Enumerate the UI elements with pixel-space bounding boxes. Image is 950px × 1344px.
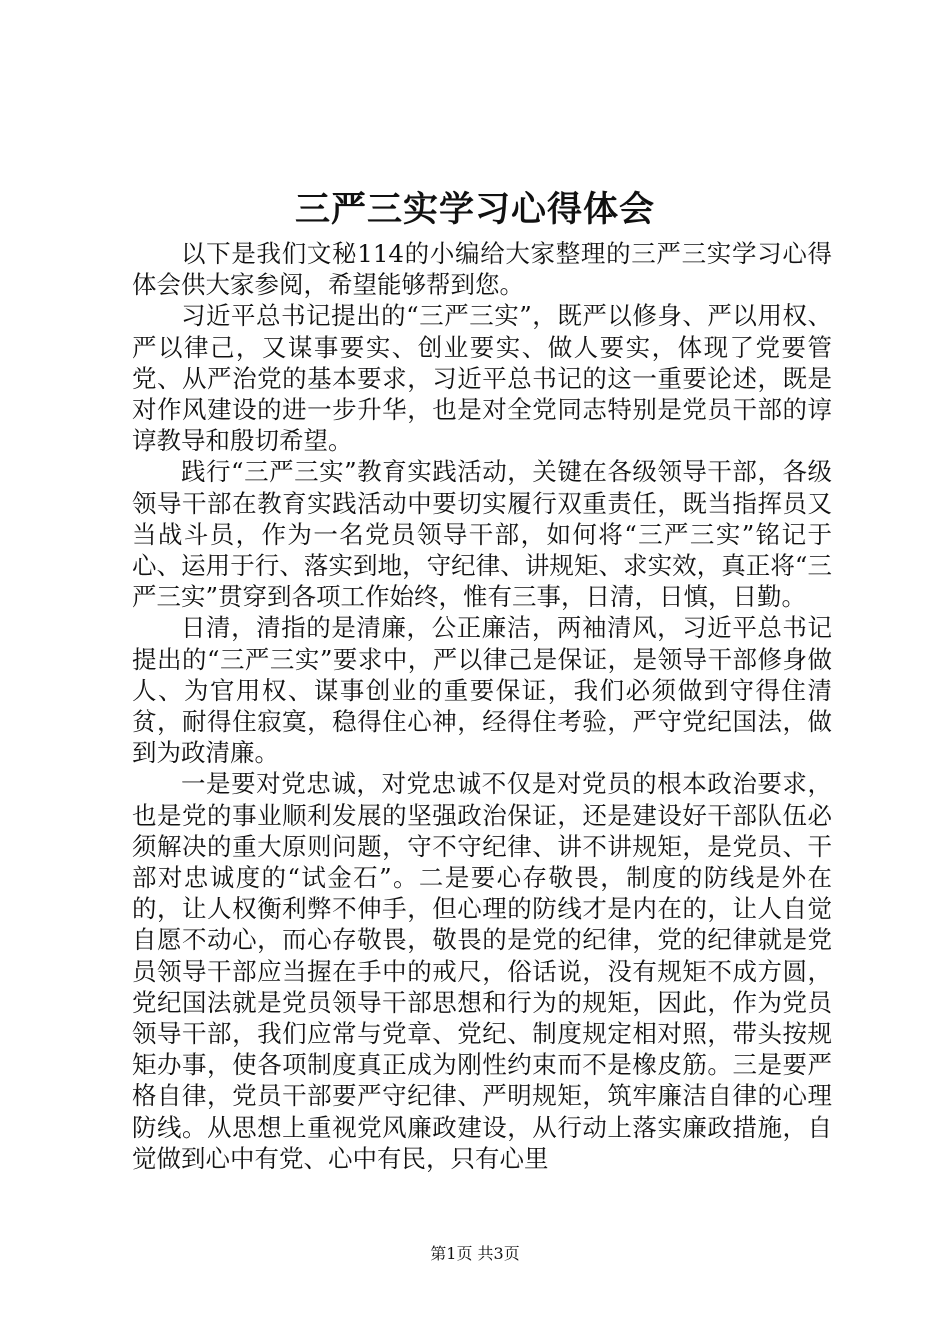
document-body	[132, 238, 832, 1174]
paragraph-loyalty: 一是要对党忠诚，对党忠诚不仅是对党员的根本政治要求，也是党的事业顺利发展的坚强政治保证，还是建设好干部队伍必须解决的重大原则问题，守不守纪律、讲不讲规矩，是党员、干部对忠诚度的“试金石”。二是要心存敬畏，制度的防线是外在的，让人权衡利弊不伸手，但心理的防线才是内在的，让人自觉自愿不动心，而心存敬畏，敬畏的是党的纪律，党的纪律就是党员领导干部应当握在手中的戒尺，俗话说，没有规矩不成方圆，党纪国法就是党员领导干部思想和行为的规矩，因此，作为党员领导干部，我们应常与党章、党纪、制度规定相对照，带头按规矩办事，使各项制度真正成为刚性约束而不是橡皮筋。三是要严格自律，党员干部要严守纪律、严明规矩，筑牢廉洁自律的心理防线。从思想上重视党风廉政建设，从行动上落实廉政措施，自觉做到心中有党、心中有民，只有心里	[132, 769, 832, 1173]
paragraph-practice: 践行“三严三实”教育实践活动，关键在各级领导干部，各级领导干部在教育实践活动中要切实履行双重责任，既当指挥员又当战斗员，作为一名党员领导干部，如何将“三严三实”铭记于心、运用于行、落实到地，守纪律、讲规矩、求实效，真正将“三严三实”贯穿到各项工作始终，惟有三事，日清，日慎，日勤。	[132, 457, 832, 612]
paragraph-daily-clean: 日清，清指的是清廉，公正廉洁，两袖清风，习近平总书记提出的“三严三实”要求中，严以律己是保证，是领导干部修身做人、为官用权、谋事创业的重要保证，我们必须做到守得住清贫，耐得住寂寞，稳得住心神，经得住考验，严守党纪国法，做到为政清廉。	[132, 613, 832, 768]
paragraph-three-stricts: 习近平总书记提出的“三严三实”，既严以修身、严以用权、严以律己，又谋事要实、创业要实、做人要实，体现了党要管党、从严治党的基本要求，习近平总书记的这一重要论述，既是对作风建设的进一步升华，也是对全党同志特别是党员干部的谆谆教导和殷切希望。	[132, 301, 832, 456]
page-number-footer: 第1页 共3页	[430, 1244, 520, 1263]
paragraph-intro: 以下是我们文秘114的小编给大家整理的三严三实学习心得体会供大家参阅，希望能够帮到您。	[132, 239, 832, 300]
document-title: 三严三实学习心得体会	[294, 189, 655, 230]
